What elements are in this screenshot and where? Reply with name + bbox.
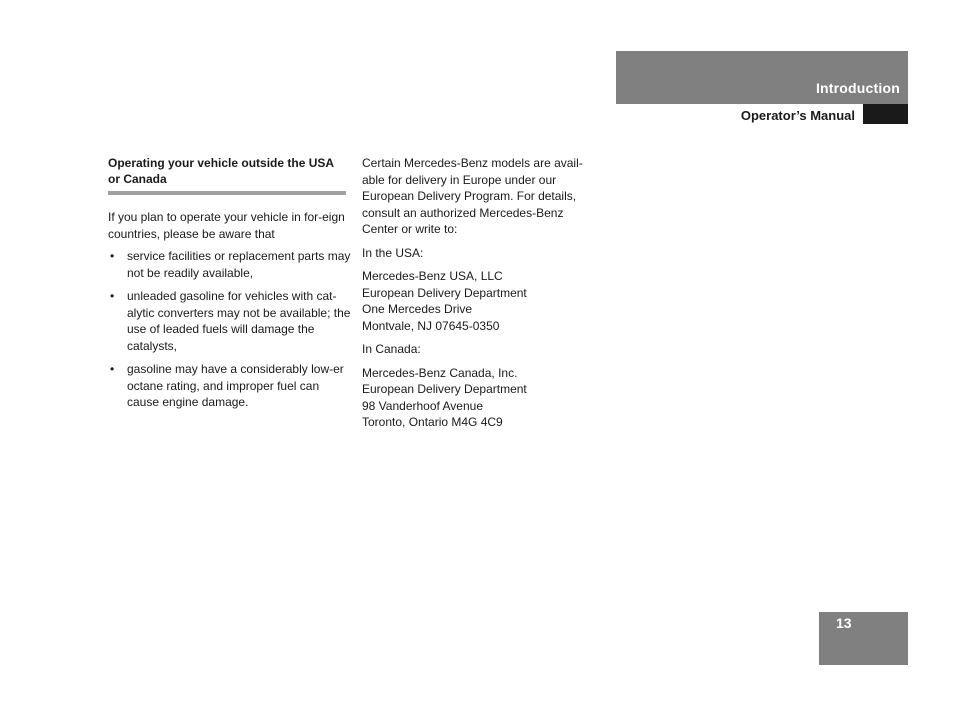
section-title: Introduction bbox=[815, 80, 900, 96]
list-item-text: service facilities or replacement parts may not be readily available, bbox=[127, 249, 351, 280]
list-item-text: unleaded gasoline for vehicles with cat-alytic converters may not be available; the use of leaded fuels will damage the catalysts, bbox=[127, 289, 351, 353]
bullet-icon: • bbox=[110, 362, 115, 376]
list-item bbox=[108, 361, 352, 411]
list-item-text: gasoline may have a considerably low-er octane rating, and improper fuel can cause engine damage. bbox=[127, 362, 344, 409]
address-line: One Mercedes Drive bbox=[362, 302, 473, 316]
subsection-marker bbox=[863, 104, 908, 124]
canada-address bbox=[362, 365, 602, 431]
subsection-title: Operator’s Manual bbox=[740, 108, 855, 123]
right-column bbox=[362, 155, 602, 438]
intro-paragraph: If you plan to operate your vehicle in for-eign countries, please be aware that bbox=[108, 210, 345, 241]
page-number-tab bbox=[819, 612, 908, 665]
page-number: 13 bbox=[836, 615, 852, 631]
address-line: Mercedes-Benz Canada, Inc. bbox=[362, 365, 518, 380]
address-line: 98 Vanderhoof Avenue bbox=[362, 398, 483, 413]
section-heading: Operating your vehicle outside the USA or Canada bbox=[108, 155, 346, 195]
address-line: Mercedes-Benz USA, LLC bbox=[362, 269, 503, 283]
address-line: European Delivery Department bbox=[362, 382, 527, 396]
list-item bbox=[108, 248, 352, 281]
section-tab bbox=[616, 51, 908, 104]
address-line: European Delivery Department bbox=[362, 285, 527, 300]
usa-address bbox=[362, 268, 602, 334]
bullet-icon: • bbox=[110, 289, 115, 303]
left-column bbox=[108, 155, 352, 418]
address-line: Toronto, Ontario M4G 4C9 bbox=[362, 415, 503, 429]
address-line: Montvale, NJ 07645-0350 bbox=[362, 318, 500, 333]
bullet-icon: • bbox=[110, 249, 115, 263]
usa-label: In the USA: bbox=[362, 245, 424, 260]
delivery-program-paragraph: Certain Mercedes-Benz models are avail-able for delivery in Europe under our European Delivery Program. For details, consult an authorized Mercedes-Benz Center or write to: bbox=[362, 156, 583, 236]
list-item bbox=[108, 288, 352, 354]
bullet-list bbox=[108, 248, 352, 411]
canada-label: In Canada: bbox=[362, 342, 421, 356]
